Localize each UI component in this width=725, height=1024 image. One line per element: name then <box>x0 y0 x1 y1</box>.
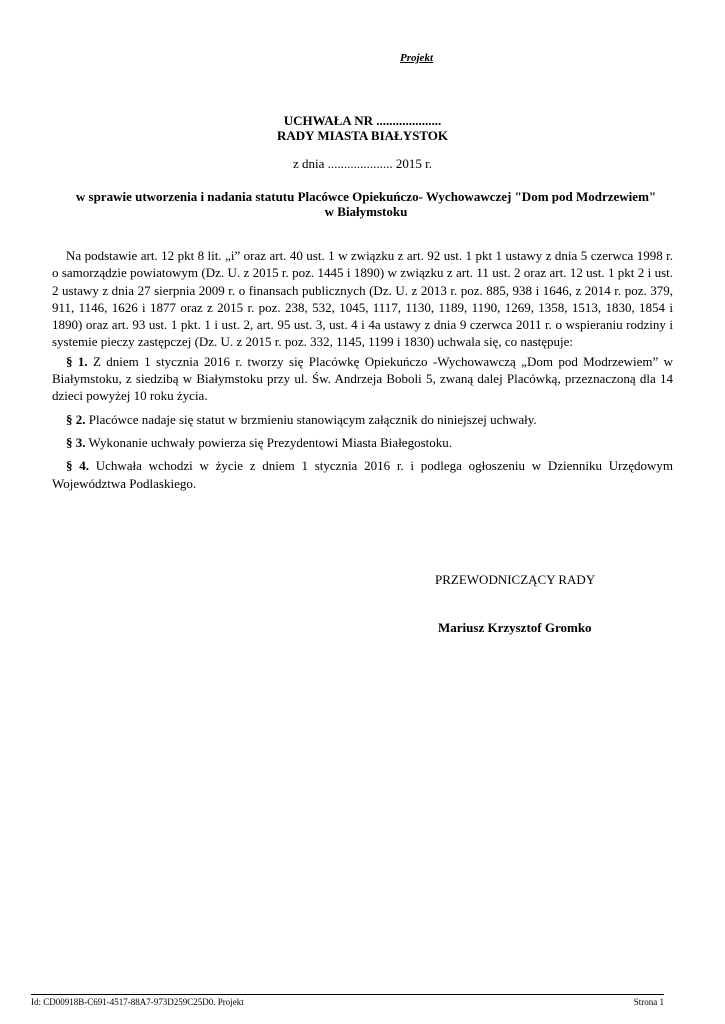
paragraph-number: § 4. <box>66 458 89 474</box>
resolution-body <box>52 247 673 498</box>
resolution-subject <box>60 189 672 219</box>
resolution-number: UCHWAŁA NR .................... <box>283 113 442 128</box>
paragraph-2 <box>52 411 673 428</box>
resolution-title <box>0 113 725 143</box>
paragraph-3 <box>52 434 673 451</box>
page-number: Strona 1 <box>633 997 664 1007</box>
paragraph-text: Uchwała wchodzi w życie z dniem 1 stycznia 2016 r. i podlega ogłoszeniu w Dzienniku Urzędowym Województwa Podlaskiego. <box>52 458 674 491</box>
paragraph-number: § 3. <box>66 434 86 450</box>
paragraph-text: Wykonanie uchwały powierza się Prezydentowi Miasta Białegostoku. <box>85 434 452 450</box>
paragraph-4 <box>52 457 673 492</box>
legal-basis-paragraph: Na podstawie art. 12 pkt 8 lit. „i” oraz art. 40 ust. 1 w związku z art. 92 ust. 1 pkt 1 ustawy z dnia 5 czerwca 1998 r. o samorządzie powiatowym (Dz. U. z 2015 r. poz. 1445 i 1890) w związku z art. 11 ust. 2 oraz art. 12 ust. 1 pkt 2 i ust. 2 ustawy z dnia 27 sierpnia 2009 r. o finansach publicznych (Dz. U. z 2013 r. poz. 885, 938 i 1646, z 2014 r. poz. 379, 911, 1146, 1626 i 1877 oraz z 2015 r. poz. 238, 532, 1045, 1117, 1130, 1189, 1190, 1269, 1358, 1513, 1830, 1854 i 1890) oraz art. 93 ust. 1 pkt. 1 i ust. 2, art. 95 ust. 3, ust. 4 i 4a ustawy z dnia 9 czerwca 2011 r. o wspieraniu rodziny i systemie pieczy zastępczej (Dz. U. z 2015 r. poz. 332, 1145, 1199 i 1830) uchwala się, co następuje: <box>52 248 673 350</box>
paragraph-number: § 1. <box>66 353 88 369</box>
resolution-date: z dnia .................... 2015 r. <box>292 156 432 171</box>
paragraph-text: Placówce nadaje się statut w brzmieniu stanowiącym załącznik do niniejszej uchwały. <box>85 411 537 427</box>
subject-line-1: w sprawie utworzenia i nadania statutu Placówce Opiekuńczo- Wychowawczej "Dom pod Modrzewiem" <box>75 189 657 204</box>
paragraph-text: Z dniem 1 stycznia 2016 r. tworzy się Placówkę Opiekuńczo -Wychowawczą „Dom pod Modrzewiem” w Białymstoku, z siedzibą w Białymstoku przy ul. Św. Andrzeja Boboli 5, zwaną dalej Placówką, przeznaczoną dla 14 dzieci powyżej 10 roku życia. <box>52 353 674 404</box>
subject-line-2: w Białymstoku <box>324 204 408 219</box>
paragraph-number: § 2. <box>66 411 86 427</box>
draft-label: Projekt <box>400 52 433 64</box>
footer-divider <box>31 994 664 995</box>
chairman-name: Mariusz Krzysztof Gromko <box>438 620 592 635</box>
document-id: Id: CD00918B-C691-4517-88A7-973D259C25D0. Projekt <box>31 997 244 1007</box>
council-name: RADY MIASTA BIAŁYSTOK <box>277 128 448 143</box>
chairman-title: PRZEWODNICZĄCY RADY <box>435 572 596 587</box>
paragraph-1 <box>52 353 673 405</box>
